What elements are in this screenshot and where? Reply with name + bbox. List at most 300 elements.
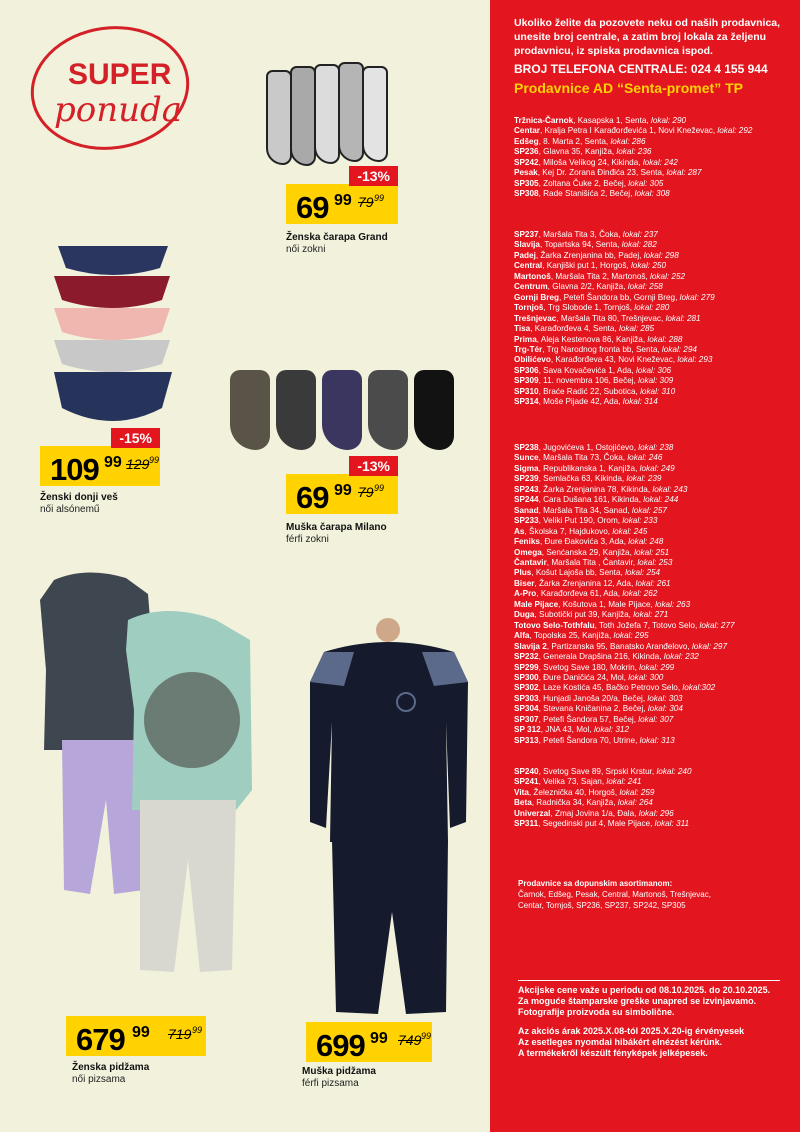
store-name: SP237 [514,230,539,239]
store-address: , Maršala Tita 73, Čoka, [538,453,628,463]
store-name: SP303 [514,693,539,703]
store-row [514,568,794,578]
store-address: , Đure Daničića 24, Mol, [538,672,629,682]
store-extension: lokal: 300 [628,672,664,682]
store-extension: lokal: 311 [654,819,690,829]
store-extension: lokal: 313 [639,735,675,745]
old-price: 79 [358,194,374,210]
store-extension: lokal: 261 [635,578,671,588]
store-row [514,485,794,495]
store-row [514,767,794,777]
price-main: 679 [76,1022,125,1057]
product-subtitle: női pizsama [72,1074,126,1085]
store-extension: lokal: 259 [619,787,655,797]
store-name: Feniks [514,537,540,547]
store-extension: lokal: 288 [647,334,683,344]
store-row [514,293,794,303]
product-subtitle: férfi pizsama [302,1078,359,1089]
store-name: As [514,526,525,536]
store-row [514,355,794,365]
validity-line: Az esetleges nyomdai hibákért elnézést kérünk. [518,1037,723,1047]
store-extension: lokal: 290 [651,116,687,125]
store-address: , Senćanska 29, Kanjiža, [541,547,635,557]
store-address: , Žarka Zrenjanina bb, Padej, [535,250,644,260]
store-row [514,610,794,620]
store-address: , Trg Narodnog fronta bb, Senta, [542,344,662,354]
store-extension: lokal: 309 [638,376,674,386]
store-group [514,116,794,200]
store-extension: lokal: 245 [612,526,648,536]
store-extension: lokal: 279 [679,292,715,302]
store-extension: lokal: 239 [626,474,662,484]
store-name: Biser [514,578,535,588]
store-extension: lokal: 280 [634,303,670,313]
store-row [514,579,794,589]
store-name: Trešnjevac [514,313,557,323]
store-name: Slavija 2 [514,641,547,651]
store-name: Omega [514,547,542,557]
store-row [514,272,794,282]
mens-socks-image [226,364,466,454]
store-name: SP241 [514,777,539,787]
store-extension: lokal: 253 [637,557,673,567]
store-extension: lokal: 250 [630,261,667,271]
store-row [514,443,794,453]
store-row [514,558,794,568]
store-extension: lokal: 243 [652,484,688,494]
store-row [514,261,794,271]
store-row [514,345,794,355]
store-name: Sunce [514,453,539,463]
store-row [514,537,794,547]
store-row [514,704,794,714]
store-extension: lokal: 310 [640,386,676,396]
validity-spacer [518,1018,780,1026]
store-extension: lokal: 236 [616,147,652,157]
old-price: 719 [168,1026,192,1042]
store-address: , 11. novembra 106, Bečej, [538,376,639,386]
store-extension: lokal: 299 [639,662,675,672]
store-address: , Karađorđeva 43, Novi Kneževac, [550,355,678,365]
store-row [514,464,794,474]
price-cents: 99 [132,1024,150,1041]
store-row [514,527,794,537]
store-extension: lokal: 293 [677,355,713,365]
store-row [514,683,794,693]
store-group [514,443,794,746]
product-subtitle: női alsónemű [40,504,100,515]
store-name: Univerzal [514,808,551,818]
store-name: SP244 [514,495,539,505]
price-tag-womens-underwear [40,428,160,488]
store-row [514,600,794,610]
store-extension: lokal: 238 [638,443,674,452]
store-name: SP238 [514,443,539,452]
store-name: Padej [514,250,536,260]
store-row [514,179,794,189]
store-name: A-Pro [514,589,537,599]
store-address: , Glavna 2/2, Kanjiža, [547,282,628,292]
store-extension: lokal: 271 [633,610,669,620]
store-row [514,366,794,376]
store-row [514,251,794,261]
store-extension: lokal: 312 [593,725,630,735]
store-name: SP300 [514,672,539,682]
store-row [514,694,794,704]
store-row [514,798,794,808]
store-row [514,474,794,484]
store-address: , Svetog Save 180, Mokrin, [538,662,640,672]
validity-line: Za moguće štamparske greške unapred se izvinjavamo. [518,996,757,1006]
store-name: SP307 [514,714,539,724]
store-address: , Železnička 40, Horgoš, [528,787,620,797]
store-row [514,282,794,292]
store-address: , Kasapska 1, Senta, [573,116,651,125]
store-extension: lokal: 246 [627,453,663,463]
intro-line: Ukoliko želite da pozovete neku od naših prodavnica, [514,17,781,29]
store-address: , Hunjadi Janoša 20/a, Bečej, [538,693,648,703]
store-address: , Žarka Zrenjanina 12, Ada, [534,578,636,588]
super-ponuda-logo [28,22,192,154]
intro-text [514,16,780,58]
store-extension: lokal: 251 [634,547,670,557]
store-extension: lokal: 241 [606,777,642,787]
store-extension: lokal: 287 [666,168,702,178]
store-address: , Kanjiški put 1, Horgoš, [542,261,631,271]
store-address: , Košutova 1, Male Pijace, [558,599,656,609]
store-row [514,126,794,136]
old-price-cents: 99 [149,455,160,465]
product-subtitle: női zokni [286,244,326,255]
validity-line: A termékekről készült fényképek jelképesek. [518,1048,708,1058]
store-name: SP236 [514,147,539,157]
store-extension: lokal: 286 [610,136,646,146]
store-extension: lokal: 249 [639,463,675,473]
store-name: Martonoš [514,271,551,281]
store-row [514,589,794,599]
store-extension: lokal: 281 [665,313,701,323]
store-name: SP310 [514,386,539,396]
store-list-panel [490,0,800,1132]
old-price-cents: 99 [374,483,385,493]
store-address: , Maršala Tita 80, Trešnjevac, [556,313,666,323]
store-name: Totovo Selo-Tothfalu [514,620,595,630]
product-name: Muška pidžama [302,1066,376,1077]
intro-line: unesite broj centrale, a zatim broj lokala za željenu [514,31,767,43]
price-main: 109 [50,452,99,487]
store-row [514,495,794,505]
store-name: Edšeg [514,136,539,146]
store-extension: lokal: 307 [638,714,674,724]
store-extension: lokal: 252 [650,271,686,281]
store-name: Duga [514,610,535,620]
store-row [514,324,794,334]
store-extension: lokal: 304 [647,704,683,714]
store-group [514,767,794,830]
store-extension: lokal: 296 [638,808,674,818]
store-address: , Jugovićeva 1, Ostojićevo, [538,443,639,452]
validity-line: Akcijske cene važe u periodu od 08.10.2025. do 20.10.2025. [518,985,771,995]
store-name: SP311 [514,819,539,829]
store-address: , Rade Stanišića 2, Bečej, [538,189,635,199]
store-address: , Aleja Kestenova 86, Kanjiža, [536,334,648,344]
assortment-line: Čarnok, Edšeg, Pesak, Central, Martonoš, Trešnjevac, [518,890,711,899]
product-subtitle: férfi zokni [286,534,329,545]
store-name: Pesak [514,168,538,178]
womens-underwear-image [48,238,178,438]
mens-pyjamas-image [296,612,486,1022]
price-cents: 99 [334,192,352,209]
central-phone: BROJ TELEFONA CENTRALE: 024 4 155 944 [514,62,768,76]
store-extension: lokal: 244 [643,495,679,505]
store-name: SP304 [514,704,539,714]
old-price-cents: 99 [192,1025,203,1035]
store-row [514,631,794,641]
store-address: , Generala Drapšina 216, Kikinda, [538,652,664,662]
store-address: , Maršala Tita 3, Čoka, [538,230,623,239]
store-name: Čantavir [514,557,547,567]
store-address: , Moše Pijade 42, Ada, [538,397,623,407]
store-address: , Subotički put 39, Kanjiža, [534,610,634,620]
store-name: SP299 [514,662,539,672]
store-row [514,230,794,240]
store-row [514,168,794,178]
store-extension: lokal: 233 [622,516,658,526]
store-address: , Topolska 25, Kanjiža, [529,631,614,641]
store-extension: lokal: 248 [628,537,664,547]
store-row [514,158,794,168]
store-row [514,506,794,516]
store-address: , Velika 73, Sajan, [538,777,607,787]
store-name: Gornji Breg [514,292,560,302]
logo-ponuda-text: ponuda [54,90,183,130]
assortment-note [518,878,711,911]
price-tag-womens-socks [286,166,398,226]
price-main: 69 [296,190,329,225]
store-address: , Partizanska 95, Banatsko Aranđelovo, [546,641,692,651]
store-name: SP305 [514,178,539,188]
store-row [514,314,794,324]
store-extension: lokal: 294 [661,344,697,354]
store-name: Tornjoš [514,303,544,313]
price-main: 699 [316,1028,365,1063]
store-name: Trg-Tér [514,344,543,354]
store-name: SP308 [514,189,539,199]
store-name: SP242 [514,157,539,167]
store-row [514,376,794,386]
store-extension: lokal: 314 [622,397,658,407]
store-row [514,303,794,313]
store-extension: lokal: 262 [622,589,658,599]
store-row [514,335,794,345]
store-name: Centar [514,126,540,136]
store-name: SP306 [514,365,539,375]
validity-line: Az akciós árak 2025.X.08-tól 2025.X.20-ig érvényesek [518,1026,745,1036]
store-extension: lokal: 277 [699,620,735,630]
store-address: , Školska 7, Hajdukovo, [524,526,613,536]
product-name: Ženska pidžama [72,1062,150,1073]
store-name: SP313 [514,735,539,745]
store-row [514,387,794,397]
store-extension: lokal: 308 [634,189,670,199]
store-name: Prima [514,334,537,344]
store-address: , Svetog Save 89, Srpski Krstur, [538,767,657,776]
store-group [514,230,794,408]
store-row [514,819,794,829]
validity-line: Fotografije proizvoda su simbolične. [518,1007,675,1017]
assortment-title: Prodavnice sa dopunskim asortimanom: [518,879,673,888]
store-name: Male Pijace [514,599,559,609]
store-extension: lokal: 303 [647,693,683,703]
price-tag-mens-pyjamas [306,1004,432,1064]
old-price-cents: 99 [374,193,385,203]
store-address: , Žarka Zrenjanina 78, Kikinda, [538,484,653,494]
store-row [514,397,794,407]
store-name: Sanad [514,505,539,515]
old-price: 749 [398,1032,422,1048]
store-name: SP232 [514,652,539,662]
store-row [514,516,794,526]
store-address: , Maršala Tita 2, Martonoš, [550,271,651,281]
store-row [514,189,794,199]
store-row [514,147,794,157]
product-name: Ženski donji veš [40,492,118,503]
price-cents: 99 [334,482,352,499]
store-address: , Miloša Velikog 24, Kikinda, [538,157,643,167]
store-name: SP309 [514,376,539,386]
store-row [514,673,794,683]
store-extension: lokal: 306 [636,365,672,375]
store-row [514,715,794,725]
store-name: SP240 [514,767,539,776]
store-row [514,725,794,735]
store-name: SP 312 [514,725,541,735]
store-extension: lokal: 282 [621,240,657,250]
validity-note [518,980,780,1059]
store-extension: lokal: 242 [642,157,678,167]
store-address: , JNA 43, Mol, [540,725,594,735]
discount-badge: -13% [349,166,398,186]
store-extension: lokal: 298 [643,250,679,260]
product-name: Muška čarapa Milano [286,522,387,533]
store-extension: lokal: 305 [628,178,664,188]
store-row [514,663,794,673]
store-extension: lokal: 258 [627,282,663,292]
store-row [514,809,794,819]
store-row [514,788,794,798]
store-name: Tržnica-Čarnok [514,116,574,125]
old-price: 79 [358,484,374,500]
store-extension: lokal: 237 [622,230,658,239]
store-extension: lokal: 254 [625,568,661,578]
price-tag-mens-socks [286,456,398,516]
store-name: Vita [514,787,529,797]
discount-badge: -15% [111,428,160,448]
store-row [514,137,794,147]
store-address: , Karađorđeva 4, Senta, [530,324,620,334]
store-address: , Petefi Šandora bb, Gornji Breg, [559,292,680,302]
price-cents: 99 [104,454,122,471]
store-extension: lokal: 232 [663,652,699,662]
store-name: SP302 [514,683,539,693]
womens-socks-image [262,60,402,170]
store-row [514,777,794,787]
store-name: Slavija [514,240,540,250]
store-address: , Sava Kovačevića 1, Ada, [538,365,636,375]
store-address: , Radnička 34, Kanjiža, [531,798,618,808]
price-main: 69 [296,480,329,515]
store-extension: lokal: 264 [617,798,653,808]
store-address: , Cara Dušana 161, Kikinda, [538,495,644,505]
price-cents: 99 [370,1030,388,1047]
store-address: , Petefi Šandora 57, Bečej, [538,714,639,724]
store-name: SP239 [514,474,539,484]
store-address: , Republikanska 1, Kanjiža, [538,463,640,473]
store-address: , Segedinski put 4, Male Pijace, [538,819,655,829]
assortment-line: Centar, Tornjoš, SP236, SP237, SP242, SP305 [518,901,686,910]
product-name: Ženska čarapa Grand [286,232,388,243]
store-row [514,453,794,463]
store-extension: lokal: 292 [717,126,753,136]
store-name: Alfa [514,631,530,641]
store-name: Obilićevo [514,355,551,365]
store-address: , Laze Kostića 45, Bačko Petrovo Selo, [538,683,683,693]
store-row [514,621,794,631]
store-address: , Semlačka 63, Kikinda, [538,474,627,484]
store-extension: lokal: 285 [619,324,655,334]
intro-line: prodavnicu, iz spiska prodavnica ispod. [514,45,713,57]
store-address: , Glavna 35, Kanjiža, [538,147,617,157]
store-row [514,642,794,652]
store-address: , Stevana Kničanina 2, Bečej, [538,704,648,714]
store-name: SP233 [514,516,539,526]
store-extension: lokal: 297 [691,641,728,651]
store-extension: lokal: 240 [656,767,692,776]
store-address: , 8. Marta 2, Senta, [538,136,611,146]
store-address: , Zmaj Jovina 1/a, Đala, [550,808,639,818]
store-address: , Maršala Tita , Čantavir, [546,557,638,567]
store-row [514,736,794,746]
store-name: SP314 [514,397,539,407]
old-price: 129 [126,456,150,472]
store-address: , Kralja Petra I Karađorđevića 1, Novi Kneževac, [539,126,718,136]
store-address: , Petefi Šandora 70, Utrine, [538,735,640,745]
store-name: Plus [514,568,532,578]
store-address: , Đure Đakovića 3, Ada, [539,537,629,547]
store-extension: lokal:302 [682,683,716,693]
store-name: Sigma [514,463,539,473]
store-extension: lokal: 295 [613,631,649,641]
store-extension: lokal: 257 [631,505,667,515]
store-address: , Košut Lajoša bb, Senta, [531,568,626,578]
womens-pyjamas-image [36,560,266,1000]
store-name: Centrum [514,282,548,292]
store-address: , Karađorđeva 61, Ada, [536,589,623,599]
stores-heading: Prodavnice AD “Senta-promet” TP [514,80,743,96]
store-address: , Zoltana Čuke 2, Bečej, [538,178,629,188]
store-row [514,240,794,250]
store-name: Beta [514,798,532,808]
store-address: , Braće Radić 22, Subotica, [538,386,641,396]
discount-badge: -13% [349,456,398,476]
store-row [514,116,794,126]
store-address: , Maršala Tita 34, Sanad, [538,505,632,515]
store-address: , Trg Slobode 1, Tornjoš, [543,303,635,313]
store-name: Central [514,261,543,271]
store-address: , Veliki Put 190, Orom, [538,516,623,526]
store-extension: lokal: 263 [655,599,691,609]
store-name: SP243 [514,484,539,494]
